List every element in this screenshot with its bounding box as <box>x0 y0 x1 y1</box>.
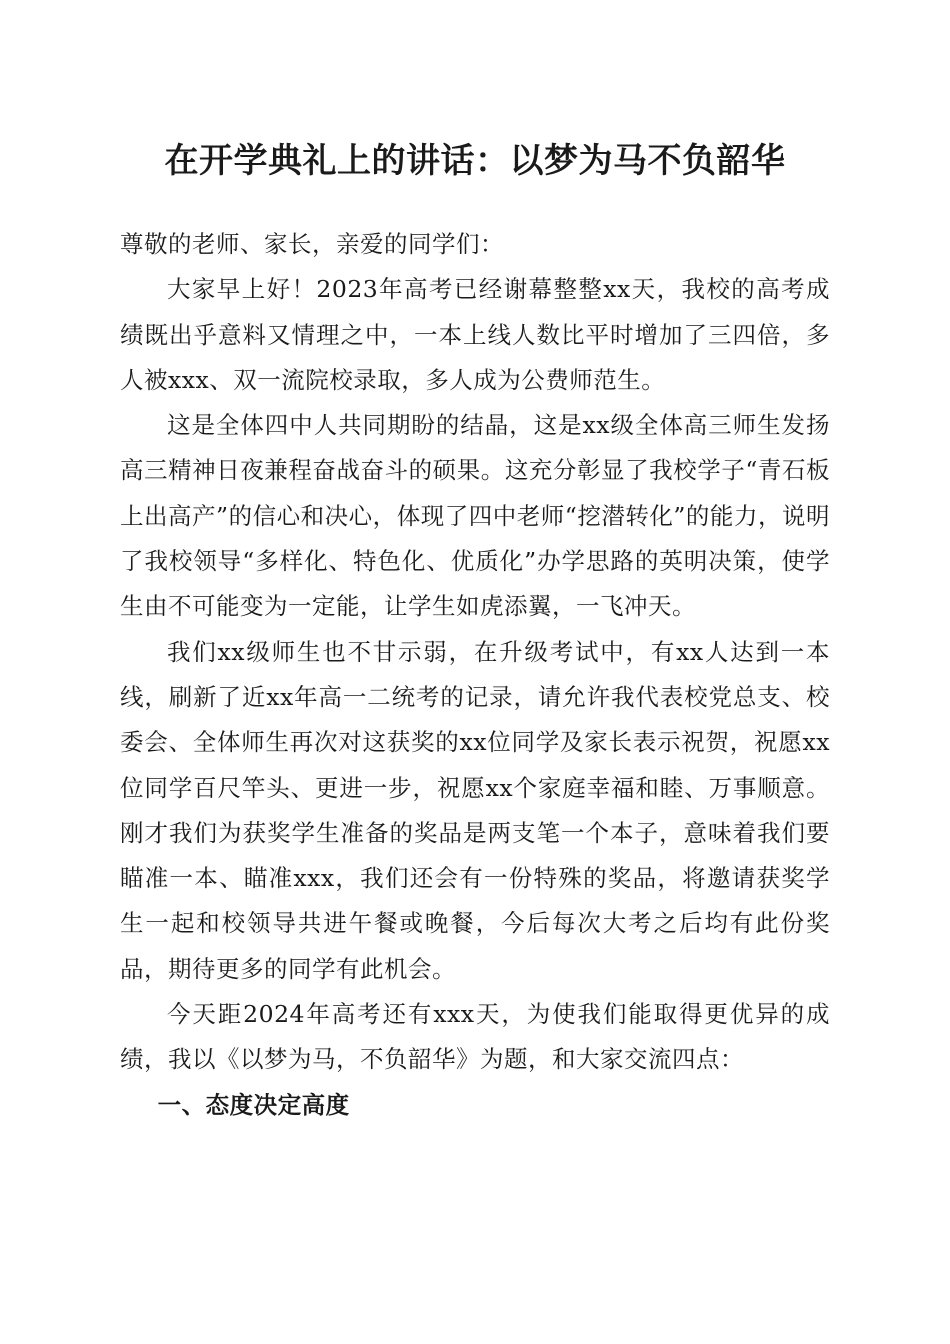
document-title: 在开学典礼上的讲话：以梦为马不负韶华 <box>164 141 786 181</box>
paragraph-awards: 我们xx级师生也不甘示弱，在升级考试中，有xx人达到一本线，刷新了近xx年高一二统考的记录，请允许我代表校党总支、校委会、全体师生再次对这获奖的xx位同学及家长表示祝贺，祝愿xx位同学百尺竿头、更进一步，祝愿xx个家庭幸福和睦、万事顺意。刚才我们为获奖学生准备的奖品是两支笔一个本子，意味着我们要瞄准一本、瞄准xxx，我们还会有一份特殊的奖品，将邀请获奖学生一起和校领导共进午餐或晚餐，今后每次大考之后均有此份奖品，期待更多的同学有此机会。 <box>120 637 830 983</box>
paragraph-intro-topic: 今天距2024年高考还有xxx天，为使我们能取得更优异的成绩，我以《以梦为马，不负韶华》为题，和大家交流四点： <box>120 1000 830 1074</box>
paragraph-greeting: 大家早上好！2023年高考已经谢幕整整xx天，我校的高考成绩既出乎意料又情理之中，一本上线人数比平时增加了三四倍，多人被xxx、双一流院校录取，多人成为公费师范生。 <box>120 275 830 394</box>
section-heading: 一、态度决定高度 <box>157 1090 350 1119</box>
document-body <box>120 222 830 1128</box>
paragraph-achievement: 这是全体四中人共同期盼的结晶，这是xx级全体高三师生发扬高三精神日夜兼程奋战奋斗的硕果。这充分彰显了我校学子“青石板上出高产”的信心和决心，体现了四中老师“挖潜转化”的能力，说明了我校领导“多样化、特色化、优质化”办学思路的英明决策，使学生由不可能变为一定能，让学生如虎添翼，一飞冲天。 <box>120 411 830 621</box>
salutation: 尊敬的老师、家长，亲爱的同学们： <box>120 230 504 258</box>
